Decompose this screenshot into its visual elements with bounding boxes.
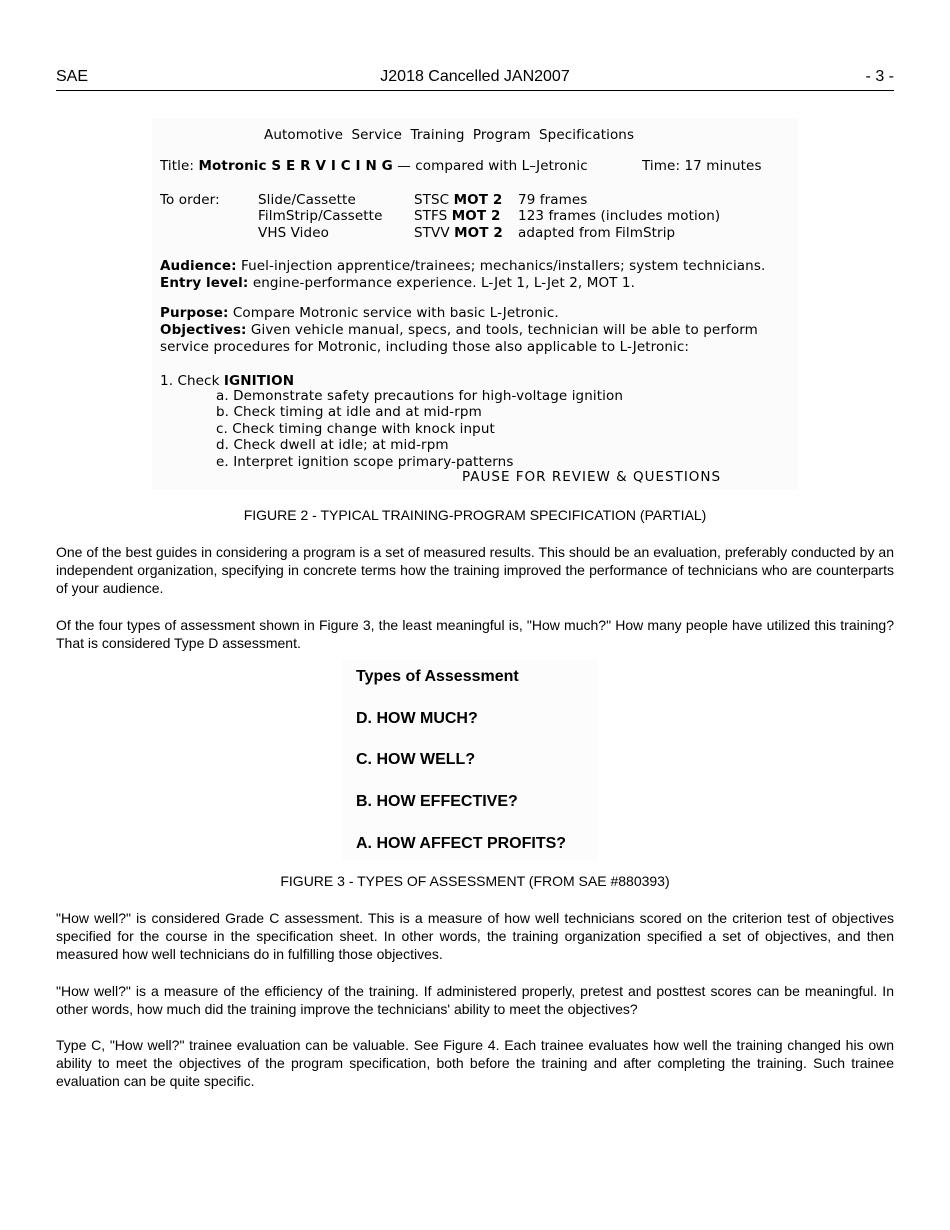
fig2-order-label: To order:: [160, 192, 220, 208]
paragraph-1: One of the best guides in considering a program is a set of measured results. This should be an evaluation, preferably conducted by an independent organization, specifying in concrete terms how the training improved the performance of technicians who are counterparts of your audience.: [56, 544, 894, 596]
fig2-pause: PAUSE FOR REVIEW & QUESTIONS: [462, 469, 722, 485]
fig2-order-format-1: FilmStrip/Cassette: [258, 208, 383, 224]
figure-2-specification: [152, 118, 798, 490]
fig2-order-detail-2: adapted from FilmStrip: [518, 225, 676, 241]
header-center: J2018 Cancelled JAN2007: [380, 68, 570, 85]
fig2-time: Time: 17 minutes: [642, 158, 762, 174]
fig2-order-code-2: STVV MOT 2: [414, 225, 503, 241]
fig2-item-c: c. Check timing change with knock input: [216, 421, 495, 437]
fig3-item-d: D. HOW MUCH?: [356, 710, 478, 727]
fig2-heading: Automotive Service Training Program Specifications: [264, 127, 635, 143]
fig2-item-a: a. Demonstrate safety precautions for high-voltage ignition: [216, 388, 623, 404]
header-left: SAE: [56, 68, 89, 85]
fig2-check-ignition: 1. Check IGNITION: [160, 373, 295, 389]
fig2-purpose: Purpose: Compare Motronic service with basic L-Jetronic.: [160, 305, 559, 321]
fig2-item-b: b. Check timing at idle and at mid-rpm: [216, 404, 482, 420]
figure-3-caption: FIGURE 3 - TYPES OF ASSESSMENT (FROM SAE #880393): [280, 873, 670, 889]
fig2-title-bold: Motronic S E R V I C I N G: [198, 158, 393, 174]
fig3-item-b: B. HOW EFFECTIVE?: [356, 793, 518, 810]
figure-3-types-of-assessment: [342, 660, 598, 860]
fig2-order-format-2: VHS Video: [258, 225, 329, 241]
fig2-entry-level: Entry level: engine-performance experience. L-Jet 1, L-Jet 2, MOT 1.: [160, 275, 635, 291]
fig2-order-detail-0: 79 frames: [518, 192, 588, 208]
paragraph-3: "How well?" is considered Grade C assessment. This is a measure of how well technicians scored on the criterion test of objectives specified for the course in the specification sheet. In other words, the training organization specified a set of objectives, and then measured how well technicians do in fulfilling those objectives.: [56, 910, 894, 962]
paragraph-5: Type C, "How well?" trainee evaluation can be valuable. See Figure 4. Each trainee evaluates how well the training changed his own ability to meet the objectives of the program specification, both before the training and after completing the training. Such trainee evaluation can be quite specific.: [56, 1037, 894, 1089]
fig2-title-line: [160, 158, 588, 174]
figure-2-caption: FIGURE 2 - TYPICAL TRAINING-PROGRAM SPECIFICATION (PARTIAL): [243, 507, 707, 523]
fig2-item-d: d. Check dwell at idle; at mid-rpm: [216, 437, 449, 453]
fig2-order-detail-1: 123 frames (includes motion): [518, 208, 721, 224]
header-page-number: - 3 -: [865, 68, 894, 85]
fig2-item-e: e. Interpret ignition scope primary-patterns: [216, 454, 514, 470]
fig2-order-code-0: STSC MOT 2: [414, 192, 503, 208]
page-header: [56, 68, 894, 91]
fig2-order-format-0: Slide/Cassette: [258, 192, 356, 208]
fig2-title-rest: — compared with L–Jetronic: [397, 158, 588, 174]
paragraph-2: Of the four types of assessment shown in Figure 3, the least meaningful is, "How much?" How many people have utilized this training? That is considered Type D assessment.: [56, 617, 894, 651]
fig3-item-a: A. HOW AFFECT PROFITS?: [356, 835, 567, 852]
fig2-objectives-cont: service procedures for Motronic, including those also applicable to L-Jetronic:: [160, 339, 690, 355]
fig3-title: Types of Assessment: [356, 668, 519, 685]
fig2-title-label: Title:: [160, 158, 195, 174]
fig2-order-code-1: STFS MOT 2: [414, 208, 501, 224]
fig3-item-c: C. HOW WELL?: [356, 751, 476, 768]
fig2-objectives: Objectives: Given vehicle manual, specs, and tools, technician will be able to perform: [160, 322, 758, 338]
paragraph-4: "How well?" is a measure of the efficiency of the training. If administered properly, pretest and posttest scores can be meaningful. In other words, how much did the training improve the technicians' ability to meet the objectives?: [56, 983, 894, 1017]
fig2-audience: Audience: Fuel-injection apprentice/trainees; mechanics/installers; system technicians.: [160, 258, 766, 274]
